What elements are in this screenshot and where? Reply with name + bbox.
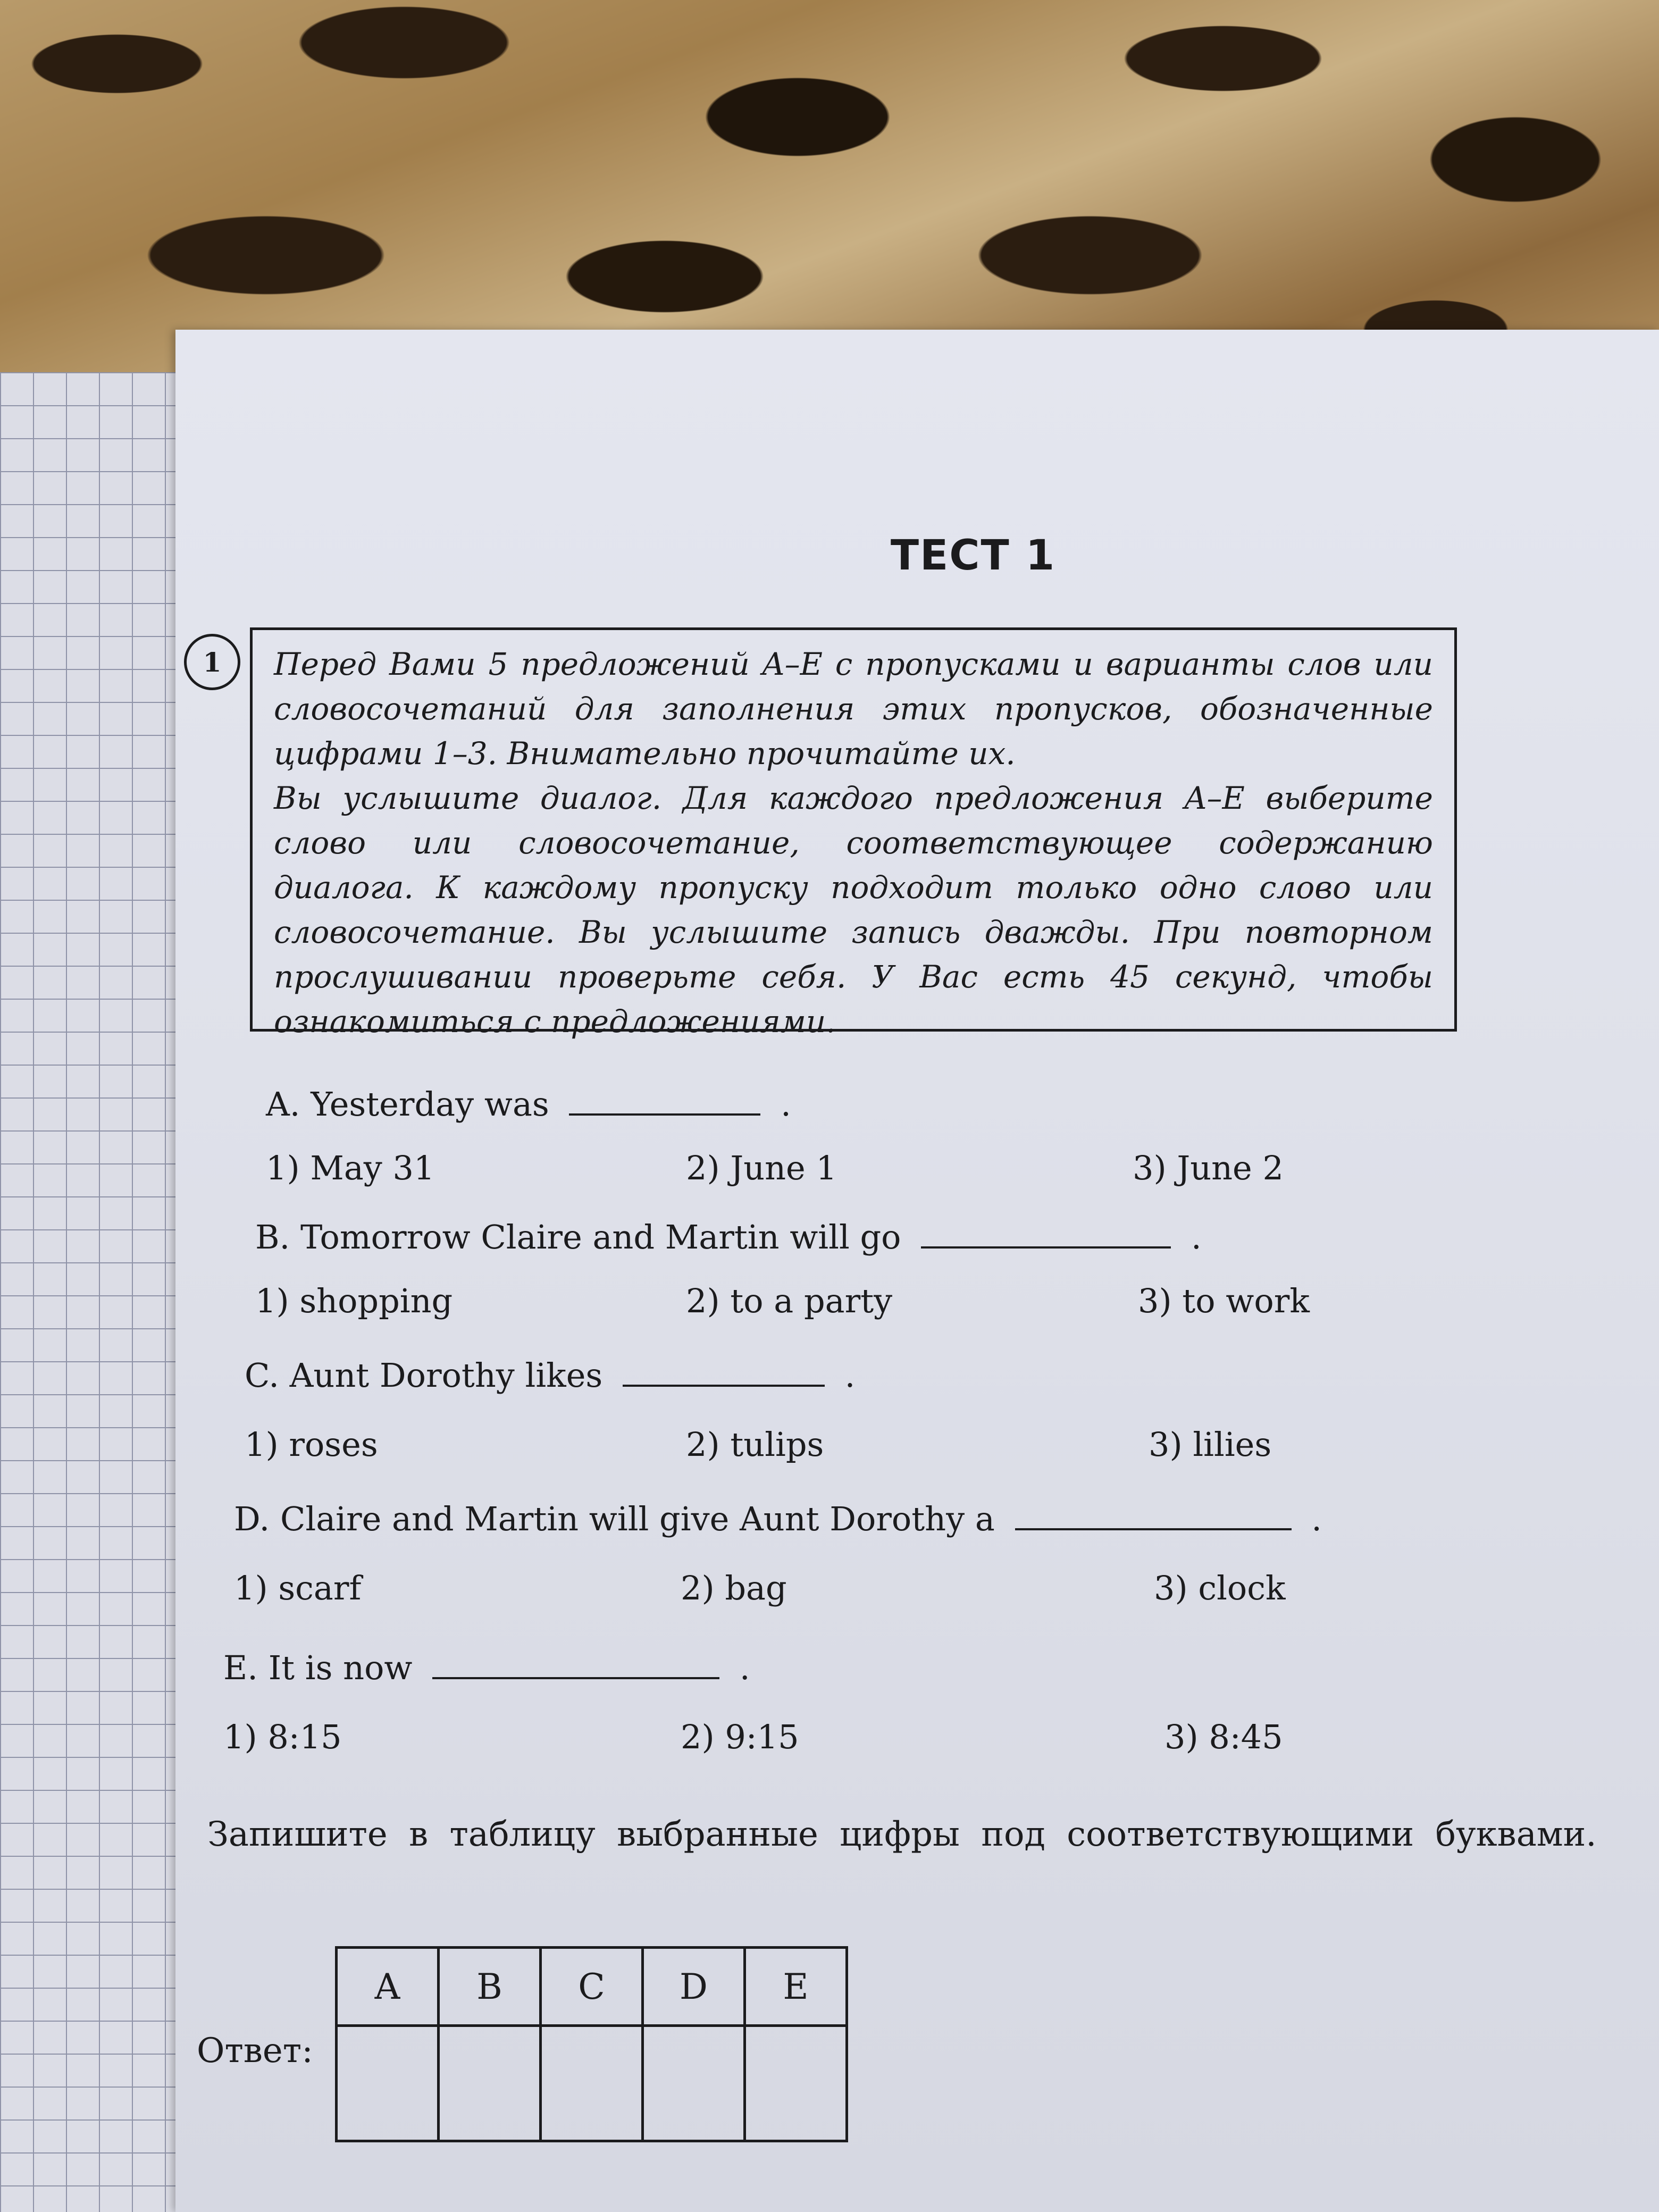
option-e-2: 2) 9:15 bbox=[681, 1717, 799, 1756]
question-end: . bbox=[781, 1085, 791, 1124]
question-letter: C. bbox=[245, 1356, 279, 1395]
answer-label: Ответ: bbox=[197, 2031, 313, 2071]
question-text: Claire and Martin will give Aunt Dorothy a bbox=[280, 1499, 995, 1538]
answer-table bbox=[335, 1946, 848, 2142]
answer-column-a: A bbox=[337, 1948, 439, 2026]
option-c-1: 1) roses bbox=[245, 1425, 378, 1464]
answer-table-input-row bbox=[337, 2026, 847, 2141]
question-end: . bbox=[1311, 1499, 1322, 1538]
option-b-1: 1) shopping bbox=[255, 1281, 453, 1320]
option-c-2: 2) tulips bbox=[686, 1425, 824, 1464]
option-b-2: 2) to a party bbox=[686, 1281, 893, 1320]
instruction-paragraph-1: Перед Вами 5 предложений A–E с пропусками и варианты слов или словосочетаний для заполнения этих пропусков, обозначенные цифрами 1–3. Внимательно прочитайте их. bbox=[274, 646, 1433, 772]
answer-cell-e[interactable] bbox=[745, 2026, 847, 2141]
answer-column-e: E bbox=[745, 1948, 847, 2026]
answer-blank bbox=[569, 1087, 760, 1116]
answer-blank bbox=[432, 1650, 719, 1679]
question-end: . bbox=[844, 1356, 856, 1395]
answer-column-b: B bbox=[439, 1948, 541, 2026]
question-text: Yesterday was bbox=[311, 1085, 549, 1124]
answer-cell-d[interactable] bbox=[643, 2026, 745, 2141]
option-a-2: 2) June 1 bbox=[686, 1149, 837, 1187]
question-letter: B. bbox=[255, 1218, 290, 1256]
option-b-3: 3) to work bbox=[1138, 1281, 1310, 1320]
answer-cell-c[interactable] bbox=[541, 2026, 643, 2141]
answer-column-c: C bbox=[541, 1948, 643, 2026]
question-letter: D. bbox=[234, 1499, 270, 1538]
test-sheet bbox=[175, 330, 1659, 2212]
option-a-3: 3) June 2 bbox=[1133, 1149, 1284, 1187]
option-e-1: 1) 8:15 bbox=[223, 1717, 342, 1756]
footer-instruction: Запишите в таблицу выбранные цифры под соответствующими буквами. bbox=[207, 1815, 1597, 1854]
question-text: Aunt Dorothy likes bbox=[289, 1356, 603, 1395]
question-c bbox=[245, 1356, 855, 1395]
task-number-badge: 1 bbox=[184, 634, 240, 690]
option-c-3: 3) lilies bbox=[1149, 1425, 1272, 1464]
option-d-1: 1) scarf bbox=[234, 1569, 362, 1607]
answer-cell-a[interactable] bbox=[337, 2026, 439, 2141]
question-e bbox=[223, 1648, 750, 1687]
answer-blank bbox=[1015, 1502, 1292, 1530]
option-d-2: 2) bag bbox=[681, 1569, 787, 1607]
question-end: . bbox=[739, 1648, 750, 1687]
question-d bbox=[234, 1499, 1322, 1538]
question-text: Tomorrow Claire and Martin will go bbox=[300, 1218, 901, 1256]
option-d-3: 3) clock bbox=[1154, 1569, 1286, 1607]
question-text: It is now bbox=[268, 1648, 413, 1687]
question-a bbox=[266, 1085, 791, 1124]
answer-table-header-row bbox=[337, 1948, 847, 2026]
answer-blank bbox=[921, 1220, 1171, 1249]
question-letter: A. bbox=[266, 1085, 300, 1124]
answer-blank bbox=[623, 1358, 825, 1387]
page-title: ТЕСТ 1 bbox=[890, 532, 1056, 580]
instruction-paragraph-2: Вы услышите диалог. Для каждого предложения A–E выберите слово или словосочетание, соответствующее содержанию диалога. К каждому пропуску подходит только одно слово или словосочетание. Вы услышите запись дважды. При повторном прослушивании проверьте себя. У Вас есть 45 секунд, чтобы ознакомиться с предложениями. bbox=[274, 780, 1433, 1040]
option-e-3: 3) 8:45 bbox=[1164, 1717, 1283, 1756]
answer-cell-b[interactable] bbox=[439, 2026, 541, 2141]
option-a-1: 1) May 31 bbox=[266, 1149, 435, 1187]
question-end: . bbox=[1191, 1218, 1202, 1256]
question-letter: E. bbox=[223, 1648, 258, 1687]
instruction-box bbox=[250, 627, 1457, 1040]
question-b bbox=[255, 1218, 1202, 1256]
answer-column-d: D bbox=[643, 1948, 745, 2026]
